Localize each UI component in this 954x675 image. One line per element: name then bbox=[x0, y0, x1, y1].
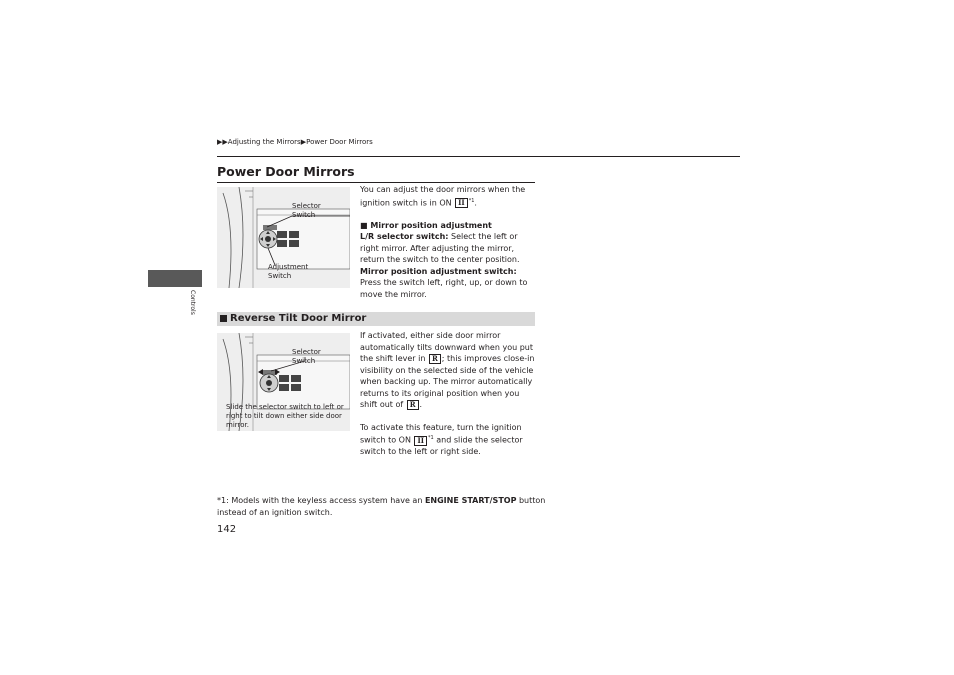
lr-selector-paragraph: L/R selector switch: Select the left or right mirror. After adjusting the mirror, return the switch to the center position. bbox=[360, 232, 520, 265]
figure-caption: Slide the selector switch to left or right to tilt down either side door mirror. bbox=[226, 403, 344, 429]
ignition-key-icon: II bbox=[455, 198, 468, 208]
reverse-key-icon: R bbox=[429, 354, 441, 364]
reverse-tilt-paragraph: If activated, either side door mirror automatically tilts downward when you put the shift lever in R ; this improves close-in visibility on the selected side of the vehicle when backing up. The mirror automatically returns to its original position when you shift out of R . bbox=[360, 331, 535, 409]
breadcrumb-separator-icon: ▶ bbox=[300, 138, 307, 146]
breadcrumb-page: Power Door Mirrors bbox=[306, 138, 373, 146]
mirror-position-heading: ■ Mirror position adjustment bbox=[360, 220, 492, 230]
title-rule bbox=[217, 182, 535, 183]
section-title: Reverse Tilt Door Mirror bbox=[230, 313, 367, 324]
section-square-icon bbox=[220, 315, 227, 322]
adjustment-switch-paragraph: Mirror position adjustment switch: Press the switch left, right, up, or down to move the mirror. bbox=[360, 266, 528, 299]
footnote-ref: *1 bbox=[428, 435, 434, 441]
chapter-tab-label: Controls bbox=[189, 290, 196, 315]
header-rule bbox=[217, 156, 740, 157]
figure-reverse-tilt bbox=[217, 333, 350, 431]
reverse-tilt-text-block bbox=[360, 330, 536, 458]
breadcrumb bbox=[217, 138, 373, 146]
breadcrumb-section[interactable]: Adjusting the Mirrors bbox=[227, 138, 301, 146]
chapter-tab[interactable] bbox=[148, 270, 202, 287]
selector-switch-label: Selector Switch bbox=[292, 348, 321, 365]
activation-paragraph: To activate this feature, turn the ignition switch to ON II $^{*1}$ and slide the selector switch to the left or right side. bbox=[360, 422, 523, 457]
intro-text-block bbox=[360, 184, 536, 300]
intro-paragraph: You can adjust the door mirrors when the ignition switch is in ON II $^{*1}$. bbox=[360, 185, 526, 208]
reverse-key-icon: R bbox=[407, 400, 419, 410]
footnote-ref: *1 bbox=[468, 197, 475, 204]
ignition-key-icon: II bbox=[414, 436, 427, 446]
page-title: Power Door Mirrors bbox=[217, 164, 355, 179]
page-number: 142 bbox=[217, 524, 237, 535]
breadcrumb-arrow-icon: ▶▶ bbox=[217, 138, 228, 146]
adjustment-switch-label: Adjustment Switch bbox=[268, 263, 309, 280]
footnote: *1: Models with the keyless access system have an ENGINE START/STOP button instead of an ignition switch. bbox=[217, 496, 546, 517]
square-bullet-icon: ■ bbox=[360, 220, 368, 230]
selector-switch-label: Selector Switch bbox=[292, 202, 321, 219]
figure-mirror-switch bbox=[217, 187, 350, 288]
